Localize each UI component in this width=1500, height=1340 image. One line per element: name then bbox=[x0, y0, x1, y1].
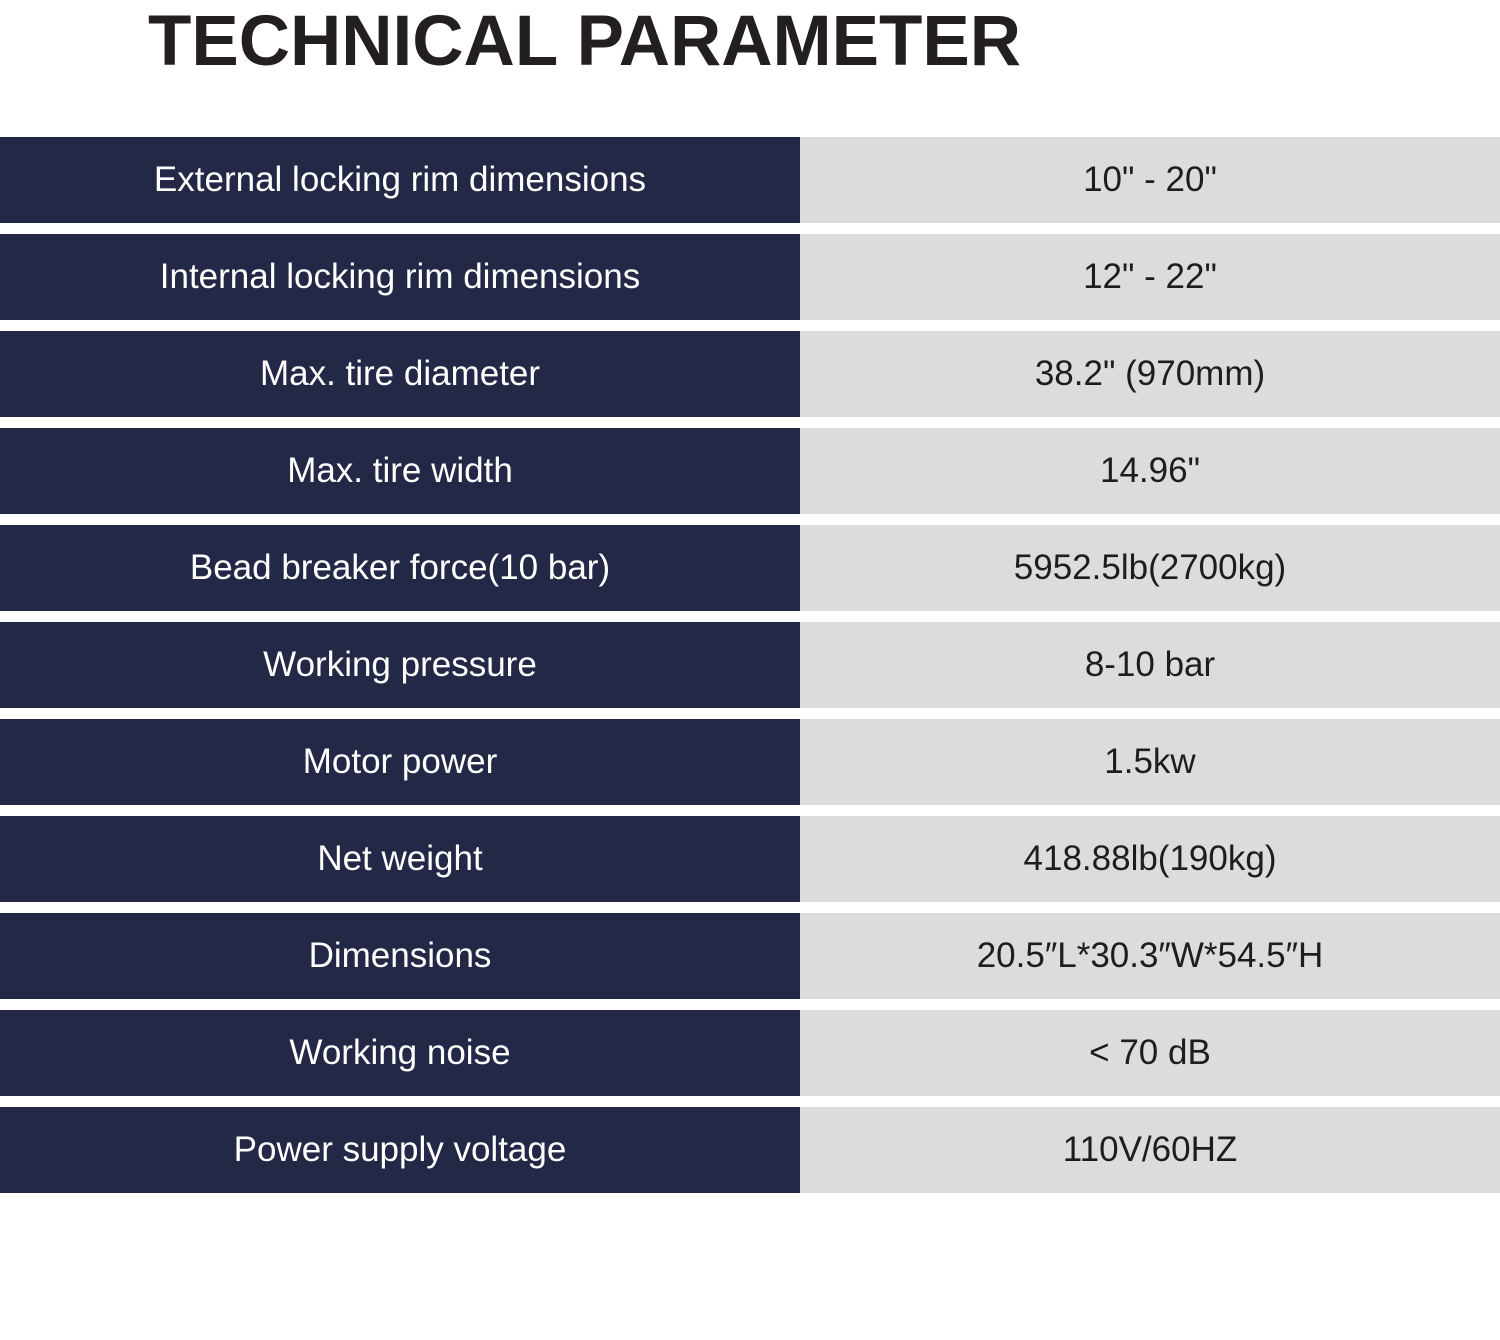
spec-label: Internal locking rim dimensions bbox=[0, 234, 800, 320]
spec-label: Working noise bbox=[0, 1010, 800, 1096]
spec-label: Max. tire width bbox=[0, 428, 800, 514]
page-title: TECHNICAL PARAMETER bbox=[148, 2, 1022, 81]
table-row bbox=[0, 525, 1500, 611]
table-row bbox=[0, 622, 1500, 708]
table-row bbox=[0, 234, 1500, 320]
spec-value: 5952.5lb(2700kg) bbox=[800, 525, 1500, 611]
specification-table bbox=[0, 137, 1500, 1193]
spec-value: 10" - 20" bbox=[800, 137, 1500, 223]
spec-label: Bead breaker force(10 bar) bbox=[0, 525, 800, 611]
table-row bbox=[0, 1107, 1500, 1193]
spec-value: 38.2" (970mm) bbox=[800, 331, 1500, 417]
spec-label: Working pressure bbox=[0, 622, 800, 708]
table-row bbox=[0, 137, 1500, 223]
spec-value: 14.96" bbox=[800, 428, 1500, 514]
spec-value: 110V/60HZ bbox=[800, 1107, 1500, 1193]
spec-label: External locking rim dimensions bbox=[0, 137, 800, 223]
spec-value: < 70 dB bbox=[800, 1010, 1500, 1096]
spec-label: Max. tire diameter bbox=[0, 331, 800, 417]
spec-value: 20.5″L*30.3″W*54.5″H bbox=[800, 913, 1500, 999]
spec-label: Dimensions bbox=[0, 913, 800, 999]
table-row bbox=[0, 913, 1500, 999]
table-row bbox=[0, 428, 1500, 514]
spec-value: 8-10 bar bbox=[800, 622, 1500, 708]
spec-value: 12" - 22" bbox=[800, 234, 1500, 320]
table-row bbox=[0, 719, 1500, 805]
table-row bbox=[0, 331, 1500, 417]
spec-label: Power supply voltage bbox=[0, 1107, 800, 1193]
table-row bbox=[0, 1010, 1500, 1096]
spec-label: Motor power bbox=[0, 719, 800, 805]
spec-value: 418.88lb(190kg) bbox=[800, 816, 1500, 902]
spec-value: 1.5kw bbox=[800, 719, 1500, 805]
table-row bbox=[0, 816, 1500, 902]
spec-label: Net weight bbox=[0, 816, 800, 902]
